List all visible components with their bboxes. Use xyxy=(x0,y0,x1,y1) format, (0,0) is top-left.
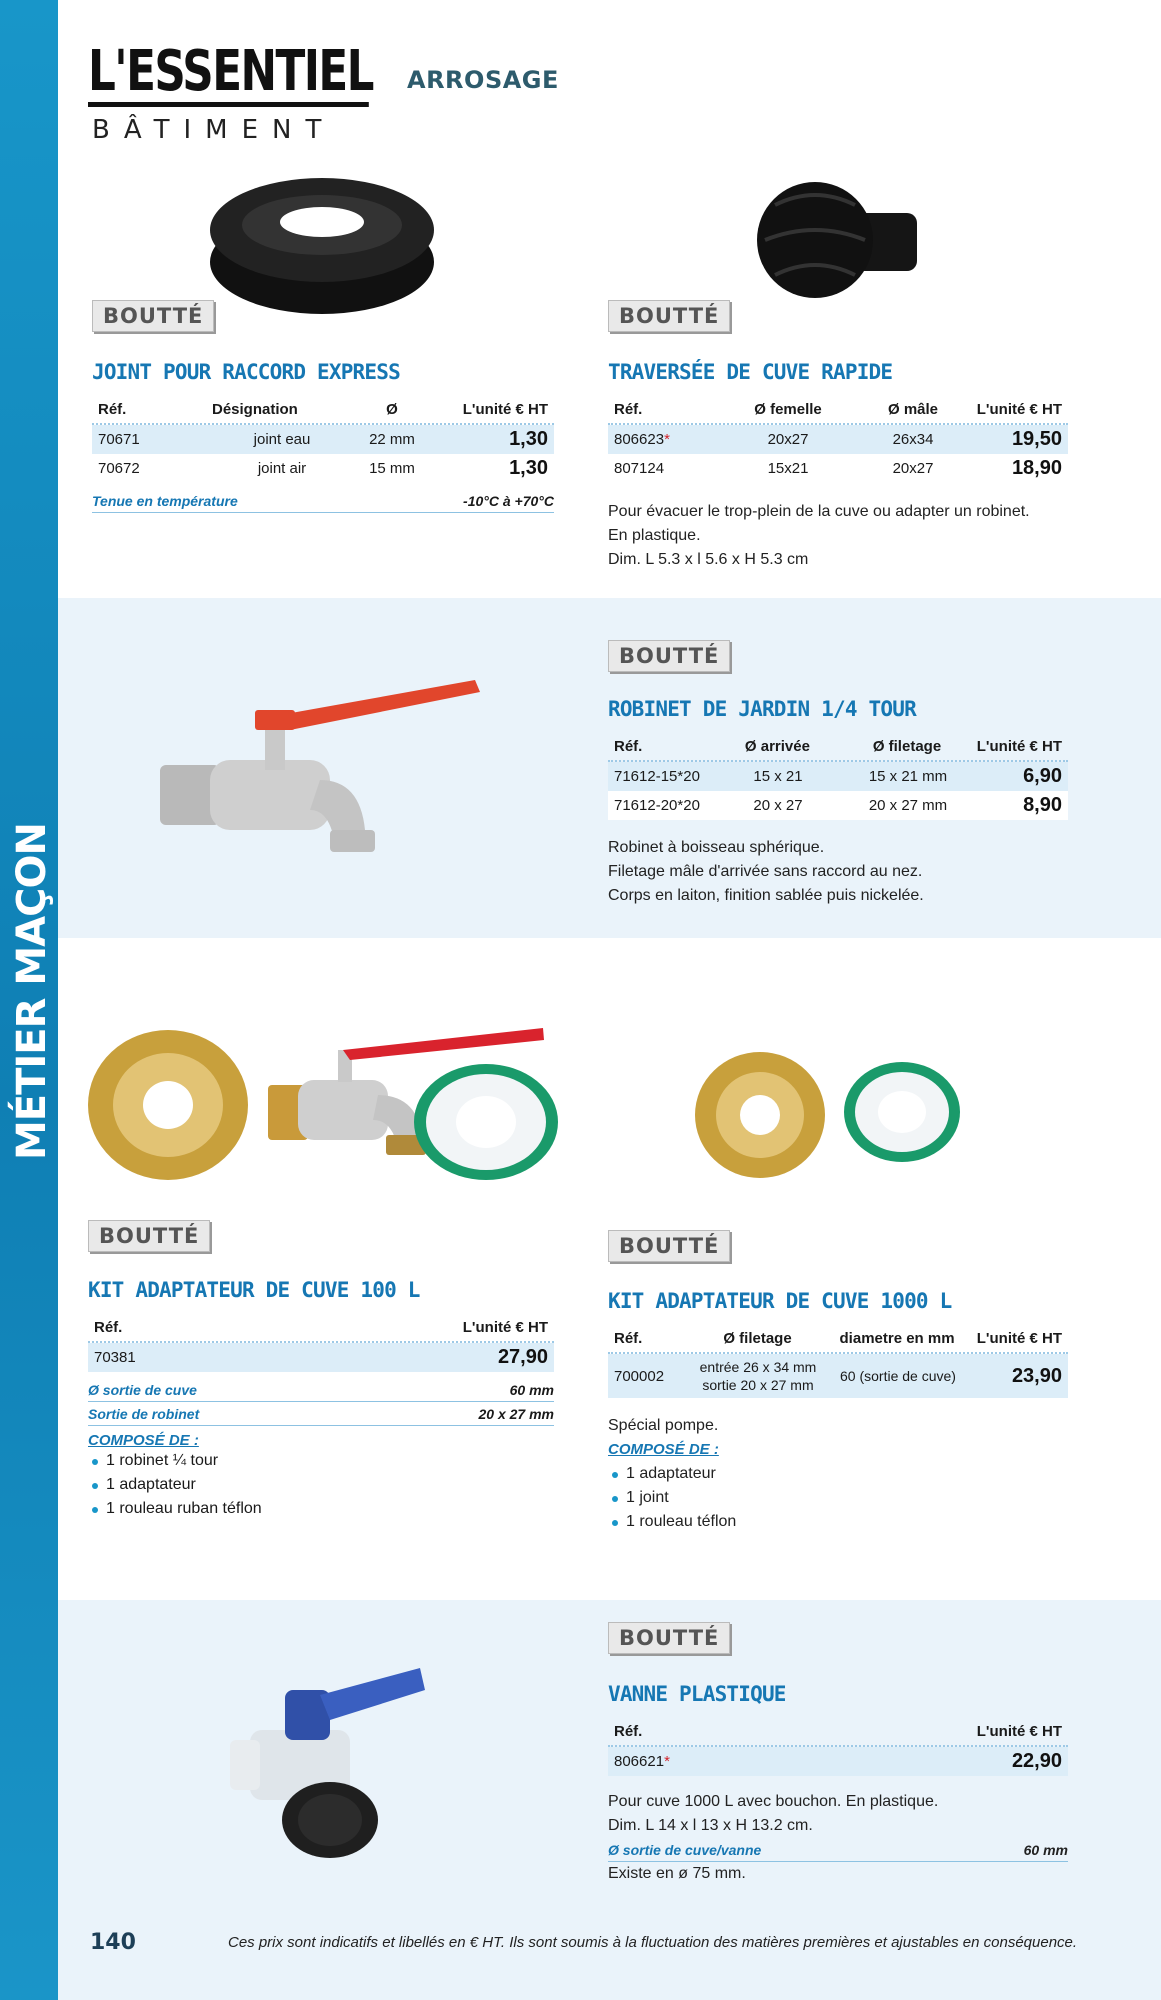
product-table xyxy=(608,1718,1068,1776)
product-title: KIT ADAPTATEUR DE CUVE 100 L xyxy=(88,1278,420,1302)
sidebar-label: MÉTIER MAÇON xyxy=(9,823,55,1160)
brand-logo: BOUTTÉ xyxy=(88,1220,210,1252)
table-row: 71612-15*20 15 x 21 15 x 21 mm 6,90 xyxy=(608,762,1068,791)
component-list xyxy=(88,1449,554,1521)
brand-logo: BOUTTÉ xyxy=(608,300,730,332)
list-item: 1 adaptateur xyxy=(608,1462,736,1486)
list-item: 1 robinet ¼ tour xyxy=(88,1449,554,1473)
table-row: 70672 joint air 15 mm 1,30 xyxy=(92,454,554,483)
kit1000-image xyxy=(695,1050,965,1180)
composed-label: COMPOSÉ DE : xyxy=(88,1432,199,1449)
product-title: KIT ADAPTATEUR DE CUVE 1000 L xyxy=(608,1289,952,1313)
vanne-image xyxy=(230,1660,430,1860)
table-header: Réf. L'unité € HT xyxy=(608,1718,1068,1747)
table-header: Réf. Ø femelle Ø mâle L'unité € HT xyxy=(608,396,1068,425)
list-item: 1 adaptateur xyxy=(88,1473,554,1497)
list-item: 1 joint xyxy=(608,1486,736,1510)
composed-label: COMPOSÉ DE : xyxy=(608,1441,719,1458)
logo-subtitle: BÂTIMENT xyxy=(92,115,336,145)
brand-logo: BOUTTÉ xyxy=(92,300,214,332)
product-description: Pour évacuer le trop-plein de la cuve ou adapter un robinet. En plastique. Dim. L 5.3 x l 5.6 x H 5.3 cm xyxy=(608,503,1030,568)
table-header: Réf. Ø arrivée Ø filetage L'unité € HT xyxy=(608,733,1068,762)
spec-row: Sortie de robinet 20 x 27 mm xyxy=(88,1402,554,1426)
spec-row: Tenue en température -10°C à +70°C xyxy=(92,489,554,513)
spec-row: Ø sortie de cuve 60 mm xyxy=(88,1378,554,1402)
brand-logo: BOUTTÉ xyxy=(608,640,730,672)
sidebar xyxy=(0,0,58,2000)
robinet-image xyxy=(140,670,500,870)
table-row: 700002 entrée 26 x 34 mm sortie 20 x 27 mm 60 (sortie de cuve) 23,90 xyxy=(608,1354,1068,1398)
logo xyxy=(88,39,448,145)
product-title: JOINT POUR RACCORD EXPRESS xyxy=(92,360,400,384)
table-header: Réf. L'unité € HT xyxy=(88,1314,554,1343)
product-table xyxy=(92,396,554,513)
product-table xyxy=(608,396,1068,483)
page-number: 140 xyxy=(90,1930,136,1955)
table-row: 71612-20*20 20 x 27 20 x 27 mm 8,90 xyxy=(608,791,1068,820)
list-item: 1 rouleau ruban téflon xyxy=(88,1497,554,1521)
product-title: ROBINET DE JARDIN 1/4 TOUR xyxy=(608,697,916,721)
product-table xyxy=(608,733,1068,820)
table-header: Réf. Ø filetage diametre en mm L'unité € HT xyxy=(608,1325,1068,1354)
footer-note: Ces prix sont indicatifs et libellés en € HT. Ils sont soumis à la fluctuation des matières premières et ajustables en conséquence. xyxy=(228,1934,1078,1951)
product-description: Robinet à boisseau sphérique. Filetage mâle d'arrivée sans raccord au nez. Corps en laiton, finition sablée puis nickelée. xyxy=(608,839,924,904)
table-header: Réf. Désignation Ø L'unité € HT xyxy=(92,396,554,425)
logo-title: L'ESSENTIEL xyxy=(88,42,369,107)
list-item: 1 rouleau téflon xyxy=(608,1510,736,1534)
brand-logo: BOUTTÉ xyxy=(608,1230,730,1262)
brand-logo: BOUTTÉ xyxy=(608,1622,730,1654)
joint-image xyxy=(205,170,440,320)
spec-row: Ø sortie de cuve/vanne 60 mm xyxy=(608,1838,1068,1862)
product-description: Pour cuve 1000 L avec bouchon. En plastique. Dim. L 14 x l 13 x H 13.2 cm. Ø sortie de cuve/vanne 60 mm Existe en ø 75 mm. xyxy=(608,1793,1068,1882)
table-row: 70671 joint eau 22 mm 1,30 xyxy=(92,425,554,454)
table-row: 807124 15x21 20x27 18,90 xyxy=(608,454,1068,483)
component-list xyxy=(608,1462,736,1534)
product-title: VANNE PLASTIQUE xyxy=(608,1682,786,1706)
product-description: Spécial pompe. COMPOSÉ DE : 1 adaptateur 1 joint 1 rouleau téflon xyxy=(608,1414,736,1534)
table-row: 806623* 20x27 26x34 19,50 xyxy=(608,425,1068,454)
product-title: TRAVERSÉE DE CUVE RAPIDE xyxy=(608,360,893,384)
table-row: 806621* 22,90 xyxy=(608,1747,1068,1776)
category-title: ARROSAGE xyxy=(407,66,559,94)
product-table xyxy=(608,1325,1068,1398)
table-row: 70381 27,90 xyxy=(88,1343,554,1372)
kit100-image xyxy=(88,1010,568,1180)
product-table xyxy=(88,1314,554,1521)
traversee-image xyxy=(755,175,925,305)
